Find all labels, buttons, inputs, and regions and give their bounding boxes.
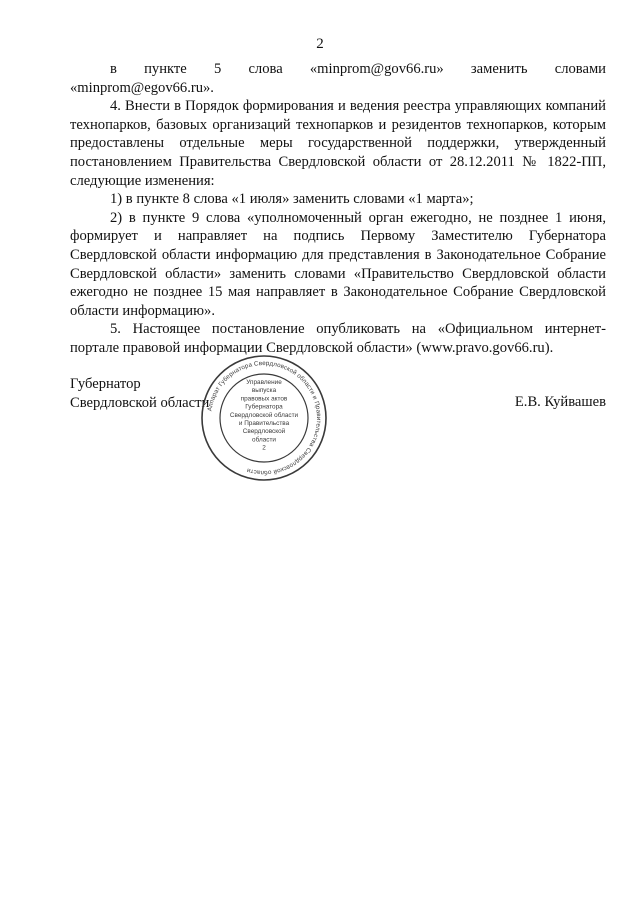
stamp-inner-line: Управление xyxy=(246,379,282,386)
stamp-inner-line: правовых актов xyxy=(240,395,288,403)
signatory-title-line1: Губернатор xyxy=(70,376,141,392)
official-stamp xyxy=(200,354,328,482)
paragraph-subitem-2: 2) в пункте 9 слова «уполномоченный орган ежегодно, не позднее 1 июня, формирует и направляет на подпись Первому Заместителю Губернатора Свердловской области информацию для представления в Законодательное Собрание Свердловской области» заменить словами «Правительство Свердловской области ежегодно не позднее 15 мая направляет в Законодательное Собрание Свердловской области информацию». xyxy=(70,209,606,319)
paragraph-subitem-1: 1) в пункте 8 слова «1 июля» заменить словами «1 марта»; xyxy=(110,191,474,208)
signature-block xyxy=(70,375,606,415)
stamp-inner-text xyxy=(230,379,299,452)
stamp-inner-line: Свердловской xyxy=(242,428,286,436)
page-number: 2 xyxy=(316,36,324,52)
stamp-ring-textpath: Аппарат Губернатора Свердловской области и Правительства Свердловской области xyxy=(206,359,323,477)
signatory-title xyxy=(70,375,209,412)
paragraph-item-5: 5. Настоящее постановление опубликовать на «Официальном интернет-портале правовой информации Свердловской области» (www.pravo.gov66.ru). xyxy=(70,321,606,356)
paragraph-email-change: в пункте 5 слова «minprom@gov66.ru» заменить словами «minprom@egov66.ru». xyxy=(70,61,606,96)
stamp-inner-line: Свердловской области xyxy=(229,411,299,419)
stamp-inner-line: области xyxy=(252,436,276,444)
signatory-name: Е.В. Куйвашев xyxy=(514,394,606,410)
document-body xyxy=(70,60,606,358)
paragraph-item-4: 4. Внести в Порядок формирования и ведения реестра управляющих компаний технопарков, базовых организаций технопарков и резидентов технопарков, которым предоставлены отдельные меры государственной поддержки, утвержденный постановлением Правительства Свердловской области от 28.12.2011 № 1822-ПП, следующие изменения: xyxy=(70,98,606,189)
stamp-inner-line: Губернатора xyxy=(245,403,283,411)
stamp-inner-line: выпуска xyxy=(251,387,277,395)
stamp-inner-line: 2 xyxy=(262,444,266,452)
signatory-title-line2: Свердловской области xyxy=(70,394,210,411)
stamp-inner-line: и Правительства xyxy=(238,420,290,427)
